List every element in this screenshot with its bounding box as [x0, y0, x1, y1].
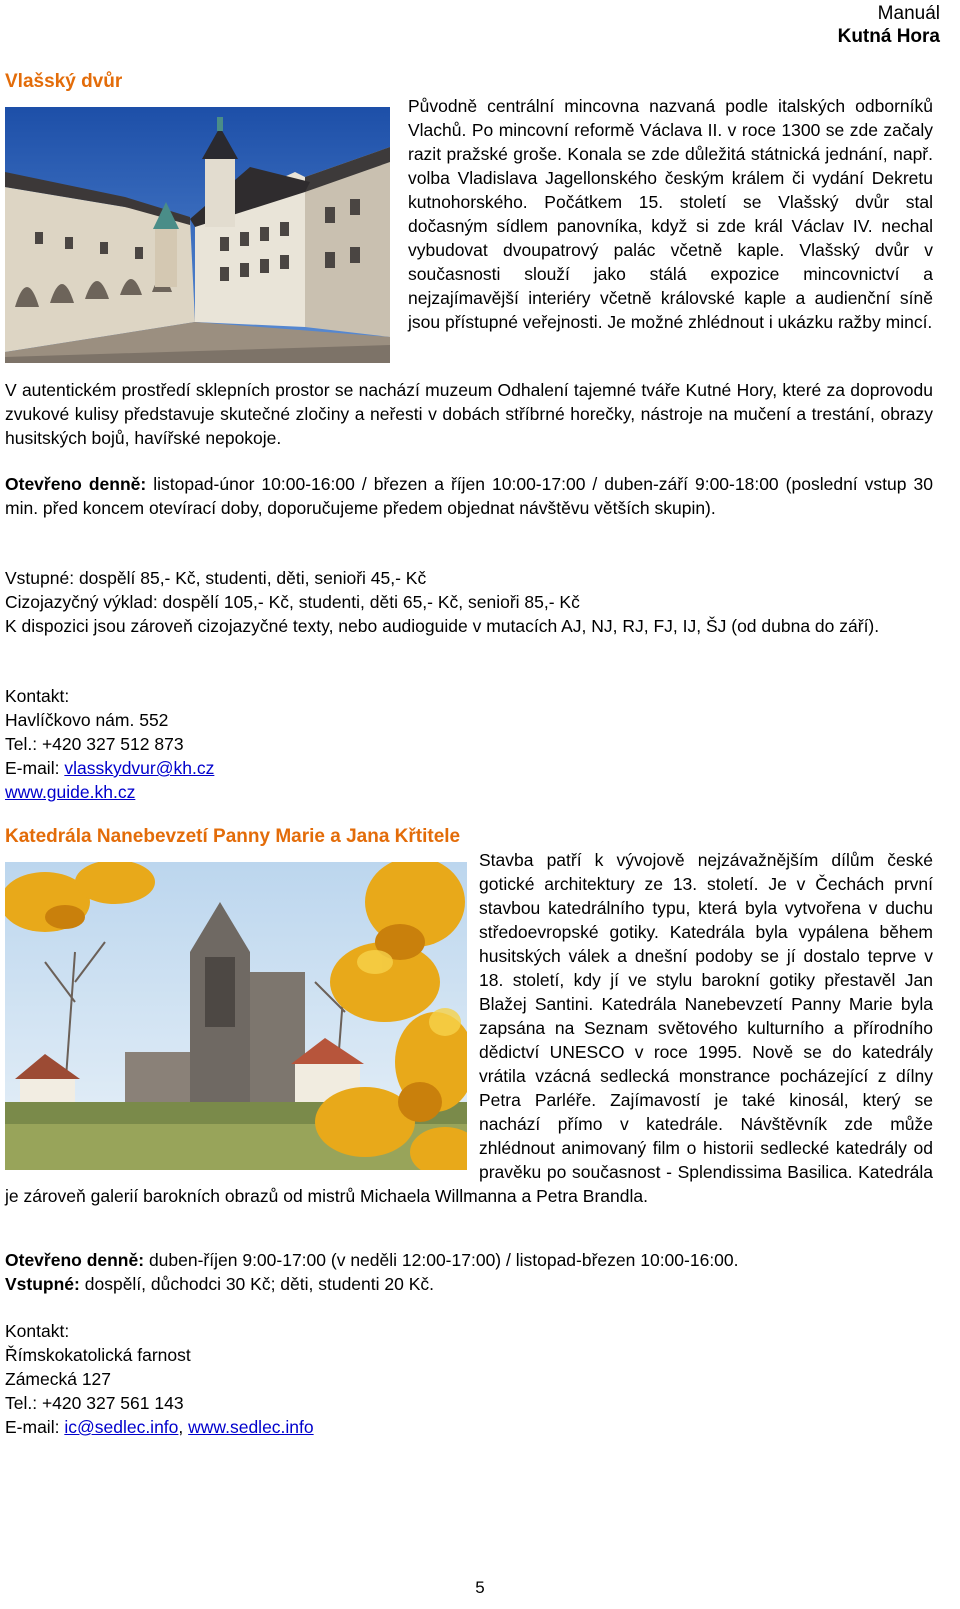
admission-line-2: Cizojazyčný výklad: dospělí 105,- Kč, studenti, děti 65,- Kč, senioři 85,- Kč — [5, 592, 580, 612]
vlassky-intro-paragraph: Původně centrální mincovna nazvaná podle italských odborníků Vlachů. Po mincovní reformě Václava II. v roce 1300 se zde začaly razit pražské groše. Konala se zde důležitá státnická jednání, např. volba Vladislava Jagellonského českým králem či vydání Dekretu kutnohorského. Počátkem 15. století se Vlašský dvůr stal dočasným sídlem panovníka, když si zde král Václav IV. nechal vybudovat dvoupatrový palác včetně kaple. Vlašský dvůr v současnosti slouží jako stálá expozice mincovnictví a nejzajímavější interiéry včetně královské kaple a audienční síně jsou přístupné veřejnosti. Je možné zhlédnout i ukázku ražby mincí. — [408, 96, 933, 332]
section-title-vlassky-dvur: Vlašský dvůr — [5, 71, 123, 92]
opening-hours-label: Otevřeno denně: — [5, 1250, 145, 1270]
header-city: Kutná Hora — [837, 26, 940, 47]
contact-label: Kontakt: — [5, 1321, 70, 1341]
contact-email-row — [5, 756, 605, 780]
katedrala-opening-hours — [5, 1248, 933, 1272]
contact-address: Havlíčkovo nám. 552 — [5, 710, 169, 730]
contact-label: Kontakt: — [5, 686, 70, 706]
opening-hours-text: listopad-únor 10:00-16:00 / březen a říjen 10:00-17:00 / duben-září 9:00-18:00 (poslední vstup 30 min. před koncem otevírací doby, doporučujeme předem objednat návštěvu větších skupin). — [5, 474, 933, 518]
katedrala-text: Stavba patří k vývojově nejzávažnějším dílům české gotické architektury ze 13. století. Je v Čechách první stavbou katedrálního typu, která byla vytvořena v duchu středoevropské gotiky. Katedrála byla vypálena během husitských válek a dnešní podoby se jí dostalo teprve v 18. století, kdy jí ve stylu barokní gotiky přestavěl Jan Blažej Santini. Katedrála Nanebevzetí Panny Marie byla zapsána na Seznam světového kulturního a přírodního dědictví UNESCO v roce 1995. Nově se do katedrály vrátila vzácná sedlecká monstrance pocházející z dílny Petra Parléře. Zajímavostí je také kinosál, který se nachází přímo v katedrále. Návštěvník zde může zhlédnout animovaný film o historii sedlecké katedrály od pravěku po současnost - Splendissima Basilica. Katedrála je zároveň galerií barokních obrazů od mistrů Michaela Willmanna a Petra Brandla. — [5, 850, 933, 1206]
vlassky-dvur-photo — [5, 107, 390, 363]
contact-phone: Tel.: +420 327 561 143 — [5, 1393, 184, 1413]
email-link[interactable]: vlasskydvur@kh.cz — [64, 758, 215, 778]
email-label: E-mail: — [5, 758, 60, 778]
web-link[interactable]: www.sedlec.info — [188, 1417, 314, 1437]
opening-hours-label: Otevřeno denně: — [5, 474, 147, 494]
contact-organization: Římskokatolická farnost — [5, 1345, 191, 1365]
katedrala-admission — [5, 1272, 933, 1296]
link-separator: , — [178, 1417, 184, 1437]
email-link[interactable]: ic@sedlec.info — [64, 1417, 179, 1437]
katedrala-hours-admission — [5, 1248, 933, 1296]
contact-address: Zámecká 127 — [5, 1369, 112, 1389]
vlassky-contact — [5, 684, 605, 804]
opening-hours-text: duben-říjen 9:00-17:00 (v neděli 12:00-17:00) / listopad-březen 10:00-16:00. — [148, 1250, 739, 1270]
admission-line-3: K dispozici jsou zároveň cizojazyčné texty, nebo audioguide v mutacích AJ, NJ, RJ, FJ, IJ, ŠJ (od dubna do září). — [5, 616, 880, 636]
running-header — [838, 2, 940, 48]
page-number: 5 — [475, 1578, 485, 1597]
admission-label: Vstupné: — [5, 1274, 80, 1294]
web-link[interactable]: www.guide.kh.cz — [5, 782, 136, 802]
contact-email-row — [5, 1415, 605, 1439]
admission-text: dospělí, důchodci 30 Kč; děti, studenti 20 Kč. — [84, 1274, 434, 1294]
vlassky-admission — [5, 566, 933, 614]
header-doc-title: Manuál — [877, 3, 940, 24]
admission-line-1: Vstupné: dospělí 85,- Kč, studenti, děti, senioři 45,- Kč — [5, 568, 427, 588]
vlassky-opening-hours — [5, 472, 933, 520]
email-label: E-mail: — [5, 1417, 60, 1437]
katedrala-paragraph — [5, 848, 933, 1208]
contact-phone: Tel.: +420 327 512 873 — [5, 734, 184, 754]
vlassky-museum-paragraph: V autentickém prostředí sklepních prostor se nachází muzeum Odhalení tajemné tváře Kutné Hory, které za doprovodu zvukové kulisy představuje skutečné zločiny a neřesti v dobách stříbrné horečky, nástroje na mučení a trestání, obrazy husitských bojů, havířské nepokoje. — [5, 380, 933, 448]
section-title-katedrala: Katedrála Nanebevzetí Panny Marie a Jana Křtitele — [5, 826, 461, 847]
katedrala-contact — [5, 1319, 605, 1439]
